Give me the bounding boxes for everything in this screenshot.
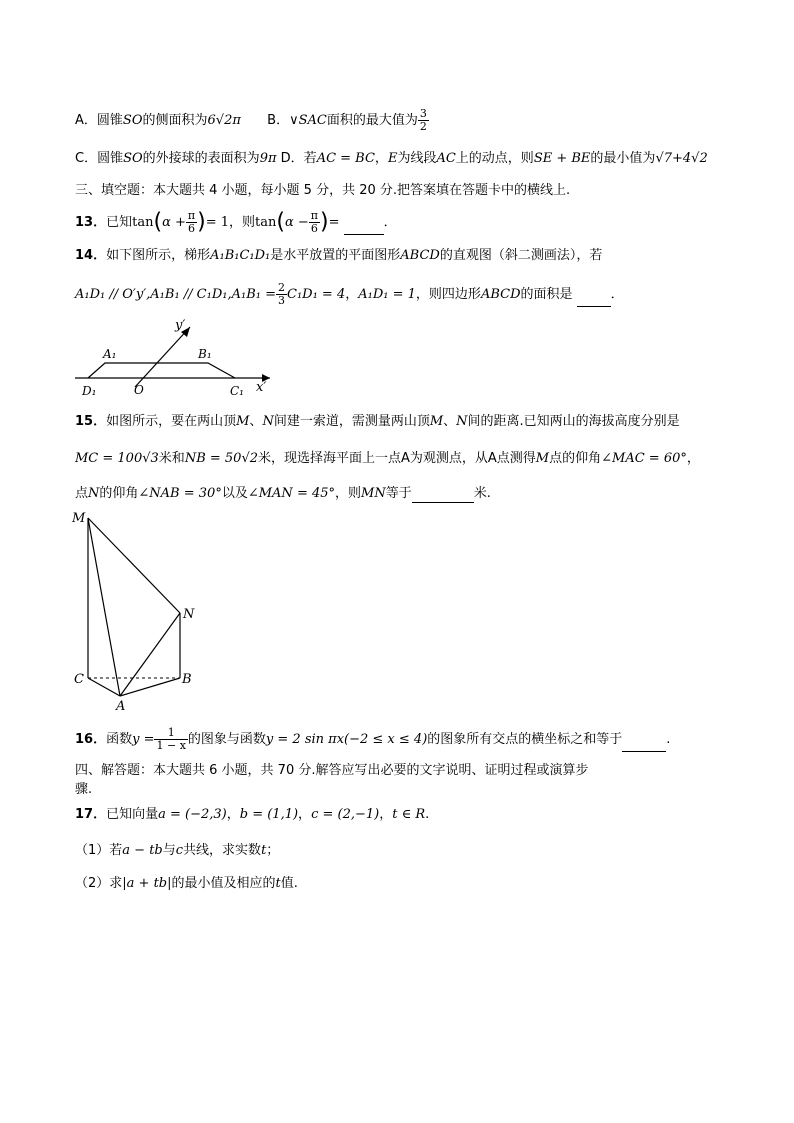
q16-text3: 的图象所有交点的横坐标之和等于: [427, 732, 623, 747]
point-b-label: B: [182, 672, 192, 687]
point-a-label: A: [116, 699, 126, 713]
q14-text: 如下图所示，梯形: [106, 248, 211, 263]
question-16: [75, 727, 670, 752]
q17-t-domain: t ∈ R: [392, 807, 426, 822]
option-c-label: C．: [75, 151, 98, 166]
part-label: （1）若: [75, 843, 123, 858]
segment-mn: [88, 518, 180, 613]
q15-text7: 米，现选择海平面上一点A为观测点，从A点测得: [258, 451, 536, 466]
point-d1-label: D₁: [82, 384, 97, 398]
option-ab-line: [75, 108, 429, 133]
option-a-text2: 的侧面积为: [142, 113, 208, 128]
option-cd-line: [75, 150, 708, 168]
question-15-line3: [75, 485, 491, 503]
q15-n2: N: [456, 414, 468, 429]
q15-n: N: [262, 414, 274, 429]
q17-vector-b: b = (1,1): [239, 807, 299, 822]
q17-text: 已知向量: [106, 807, 159, 822]
option-b-fraction: [418, 108, 429, 133]
q16-function: y = 2 sin πx(−2 ≤ x ≤ 4): [265, 732, 428, 747]
frac-numerator: 3: [419, 107, 427, 120]
option-d-text3: 为线段: [397, 151, 437, 166]
q13-text: 已知: [106, 215, 133, 230]
q13-tan-2: tan: [255, 215, 277, 230]
q17-p2-text: 的最小值及相应的: [171, 876, 276, 891]
question-number: 15．: [75, 414, 107, 429]
q15-n3: N: [88, 486, 100, 501]
option-c-text2: 的外接球的表面积为: [142, 151, 260, 166]
q13-tan: tan: [132, 215, 154, 230]
point-c-label: C: [74, 672, 84, 687]
segment-ab: [120, 678, 180, 696]
q15-text11: 的仰角: [99, 486, 139, 501]
q17-p2-expr: |a + tb|: [122, 876, 172, 891]
q16-fraction: [154, 727, 187, 752]
q15-text15: 米.: [473, 486, 491, 501]
trapezoid: [88, 363, 235, 378]
option-c-text: 圆锥: [97, 151, 124, 166]
q17-p1-t: t: [261, 843, 267, 858]
q14-text5: ，则四边形: [415, 287, 481, 302]
answer-blank[interactable]: [577, 292, 611, 307]
option-d-text4: 上的动点，则: [455, 151, 534, 166]
q14-sep: ，: [345, 287, 359, 302]
option-b-text: 面积的最大值为: [326, 113, 418, 128]
option-d-math: AC = BC: [316, 151, 375, 166]
option-d-text: 若: [303, 151, 317, 166]
q15-angle-mac: ∠MAC = 60°: [601, 451, 687, 466]
option-a-math: SO: [122, 113, 143, 128]
q15-m3: M: [535, 451, 550, 466]
q15-text12: 以及: [221, 486, 248, 501]
frac-denominator: 2: [419, 120, 427, 133]
q15-text8: 点的仰角: [549, 451, 602, 466]
question-14: [75, 247, 602, 265]
q15-text10: 点: [75, 486, 89, 501]
q15-sep2: 、: [443, 414, 457, 429]
frac-denominator: 6: [187, 222, 195, 235]
option-a-label: A．: [75, 113, 97, 128]
q16-text: 函数: [106, 732, 133, 747]
q17-p1-text2: 共线，求实数: [183, 843, 262, 858]
option-c-value: 9π: [259, 151, 277, 166]
question-14-conditions: [75, 282, 624, 307]
question-number: 16．: [75, 732, 107, 747]
answer-blank[interactable]: [622, 737, 666, 752]
option-d-text5: 的最小值为: [590, 151, 656, 166]
q17-p2-t: t: [275, 876, 281, 891]
point-m-label: M: [72, 511, 86, 526]
q17-p2-text2: 值.: [280, 876, 298, 891]
q15-angle-man: ∠MAN = 45°: [247, 486, 336, 501]
q15-sep: 、: [249, 414, 263, 429]
q17-p1-text: 与: [162, 843, 176, 858]
frac-denominator: 1 − x: [156, 739, 186, 752]
section-4-heading: 四、解答题：本大题共 6 小题，共 70 分.解答应写出必要的文字说明、证明过程或演算步: [75, 763, 589, 778]
q13-text2: ，则: [229, 215, 256, 230]
y-axis-label: y′: [175, 318, 186, 333]
option-d-math3: AC: [436, 151, 456, 166]
section-3-heading: 三、填空题：本大题共 4 小题，每小题 5 分，共 20 分.把答案填在答题卡中的横线上.: [75, 183, 571, 198]
q17-p1-expr: a − tb: [122, 843, 163, 858]
question-17-part-1: [75, 842, 279, 860]
q15-mn: MN: [361, 486, 386, 501]
origin-label: O: [134, 383, 144, 397]
segment-ma: [88, 518, 120, 696]
q15-m2: M: [429, 414, 444, 429]
q17-p1-c: c: [175, 843, 184, 858]
q13-alpha-minus: α −: [284, 215, 309, 230]
frac-denominator: 3: [278, 294, 285, 307]
q17-vector-c: c = (2,−1): [311, 807, 380, 822]
option-b-label: B．: [267, 113, 290, 128]
q14-cond2: C₁D₁ = 4: [287, 287, 346, 302]
q14-figure-name: ABCD: [400, 248, 440, 263]
option-a-value: 6√2π: [207, 113, 241, 128]
question-number: 17．: [75, 807, 107, 822]
question-number: 13．: [75, 215, 107, 230]
frac-numerator: 2: [278, 281, 285, 294]
q14-text6: 的面积是: [520, 287, 573, 302]
q17-p1-end: ；: [266, 843, 280, 858]
question-13: 13．已知tan(α + $\frac{\pi}{6}$ )= 1，则tan(α − $\frac{\pi}{6}$ )= ．: [75, 209, 397, 235]
q14-text3: 的直观图（斜二测画法），若: [439, 248, 603, 263]
q15-text3: 间建一索道，需测量两山顶: [273, 414, 430, 429]
q15-text14: 等于: [385, 486, 412, 501]
segment-na: [120, 613, 180, 696]
q17-end: .: [425, 807, 430, 822]
option-a-text: 圆锥: [96, 113, 123, 128]
question-number: 14．: [75, 248, 107, 263]
q15-mountain-figure: [68, 508, 208, 713]
q17-sep: ，: [226, 807, 240, 822]
q15-text13: ，则: [335, 486, 362, 501]
answer-blank[interactable]: [412, 488, 474, 503]
q14-cond3: A₁D₁ = 1: [358, 287, 416, 302]
q14-trapezoid: A₁B₁C₁D₁: [210, 248, 271, 263]
q16-text2: 的图象与函数: [187, 732, 266, 747]
q14-fraction: [276, 282, 287, 307]
segment-ca: [88, 678, 120, 696]
q15-m: M: [236, 414, 250, 429]
part-label: （2）求: [75, 876, 123, 891]
answer-blank[interactable]: [344, 220, 384, 235]
q15-text6: 米和: [158, 451, 185, 466]
question-17: [75, 806, 429, 824]
option-d-math2: E: [387, 151, 398, 166]
x-axis-label: x′: [256, 380, 267, 395]
q13-end: ．: [383, 215, 397, 230]
q15-text5: 间的距离.已知两山的海拔高度分别是: [467, 414, 680, 429]
q17-sep: ，: [379, 807, 393, 822]
option-c-math: SO: [123, 151, 143, 166]
q15-nb: NB = 50√2: [184, 451, 258, 466]
frac-numerator: π: [310, 209, 319, 222]
q16-y: y =: [132, 732, 155, 747]
question-17-part-2: [75, 875, 298, 893]
option-d-math4: SE + BE: [533, 151, 591, 166]
option-d-value: √7+4√2: [655, 151, 708, 166]
point-n-label: N: [183, 607, 195, 622]
frac-numerator: 1: [154, 727, 187, 740]
q14-end: ．: [610, 287, 624, 302]
q14-trapezoid-figure: [70, 315, 280, 400]
q13-eq2: =: [328, 215, 340, 230]
option-d-sep: ，: [374, 151, 388, 166]
q15-angle-nab: ∠NAB = 30°: [138, 486, 222, 501]
q14-text2: 是水平放置的平面图形: [270, 248, 401, 263]
q15-sep3: ，: [686, 451, 700, 466]
question-15-line2: [75, 450, 700, 468]
q13-fraction-2: [309, 210, 320, 235]
point-c1-label: C₁: [230, 384, 244, 398]
q16-end: .: [666, 732, 671, 747]
point-a1-label: A₁: [103, 347, 117, 361]
option-d-label: D．: [280, 151, 304, 166]
q17-sep: ，: [298, 807, 312, 822]
q13-eq1: = 1: [205, 215, 229, 230]
q15-mc: MC = 100√3: [75, 451, 159, 466]
frac-numerator: π: [187, 209, 196, 222]
q13-alpha-plus: α +: [162, 215, 186, 230]
point-b1-label: B₁: [198, 347, 212, 361]
frac-denominator: 6: [310, 222, 318, 235]
q17-vector-a: a = (−2,3): [158, 807, 227, 822]
q13-fraction-1: [186, 210, 197, 235]
section-4-heading-line2: 骤.: [75, 782, 93, 797]
option-b-math: ∨SAC: [289, 113, 327, 128]
q15-text: 如图所示，要在两山顶: [106, 414, 237, 429]
q14-cond1: A₁D₁ // O′y′,A₁B₁ // C₁D₁,A₁B₁ =: [75, 287, 276, 302]
q14-figure-name-2: ABCD: [480, 287, 521, 302]
question-15: [75, 413, 680, 431]
